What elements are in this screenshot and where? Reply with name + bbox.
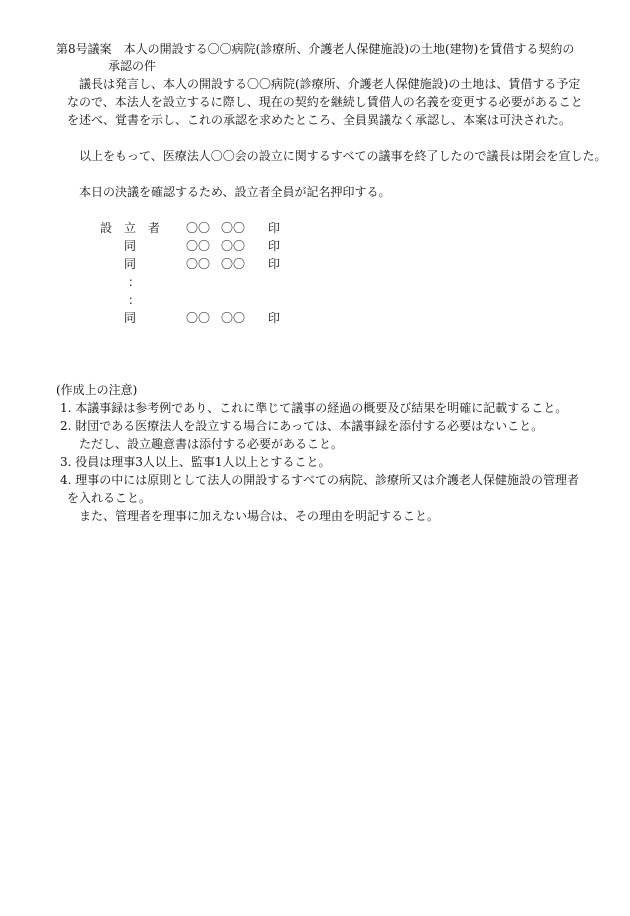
signature-name-placeholder: 〇〇: [221, 239, 246, 253]
signature-name-placeholder: 〇〇: [186, 257, 211, 271]
note-item: 2. 財団である医療法人を設立する場合にあっては、本議事録を添付する必要はないこと。: [60, 419, 544, 433]
signature-name-placeholder: 〇〇: [221, 221, 246, 235]
agenda-body-line: なので、本法人を設立するに際し、現在の契約を継続し賃借人の名義を変更する必要があること: [67, 95, 583, 109]
note-item-continued: を入れること。: [67, 491, 152, 505]
signature-label: 同: [124, 257, 137, 271]
seal-mark: 印: [268, 239, 281, 253]
confirmation-statement: 本日の決議を確認するため、設立者全員が記名押印する。: [79, 185, 391, 199]
signature-row: [100, 310, 290, 326]
continuation-mark: ：: [128, 275, 141, 289]
signature-name-placeholder: 〇〇: [221, 311, 246, 325]
signature-label: 同: [124, 239, 137, 253]
signature-label: 設 立 者: [100, 221, 161, 235]
seal-mark: 印: [268, 221, 281, 235]
signature-row: [100, 238, 290, 254]
agenda-heading: 第8号議案 本人の開設する〇〇病院(診療所、介護老人保健施設)の土地(建物)を賃借する契約の: [56, 42, 575, 56]
signature-name-placeholder: 〇〇: [221, 257, 246, 271]
agenda-heading-continued: 承認の件: [108, 59, 157, 73]
note-item: 1. 本議事録は参考例であり、これに準じて議事の経過の概要及び結果を明確に記載すること。: [60, 401, 568, 415]
note-item-continued: また、管理者を理事に加えない場合は、その理由を明記すること。: [79, 509, 440, 523]
note-item: 3. 役員は理事3人以上、監事1人以上とすること。: [60, 455, 331, 469]
signature-name-placeholder: 〇〇: [186, 311, 211, 325]
closing-statement: 以上をもって、医療法人〇〇会の設立に関するすべての議事を終了したので議長は閉会を宣した。: [79, 149, 607, 163]
signature-label: 同: [124, 311, 137, 325]
continuation-mark: ：: [128, 293, 141, 307]
note-item: 4. 理事の中には原則として法人の開設するすべての病院、診療所又は介護老人保健施設の管理者: [60, 473, 580, 487]
signature-name-placeholder: 〇〇: [186, 221, 211, 235]
agenda-body-line: を述べ、覚書を示し、これの承認を求めたところ、全員異議なく承認し、本案は可決された。: [67, 113, 572, 127]
signature-name-placeholder: 〇〇: [186, 239, 211, 253]
agenda-body-line: 議長は発言し、本人の開設する〇〇病院(診療所、介護老人保健施設)の土地は、賃借する予定: [79, 77, 581, 91]
signature-row: [100, 220, 290, 236]
note-item-continued: ただし、設立趣意書は添付する必要があること。: [79, 437, 344, 451]
seal-mark: 印: [268, 257, 281, 271]
notes-heading: (作成上の注意): [56, 383, 138, 397]
signature-row: [100, 256, 290, 272]
seal-mark: 印: [268, 311, 281, 325]
